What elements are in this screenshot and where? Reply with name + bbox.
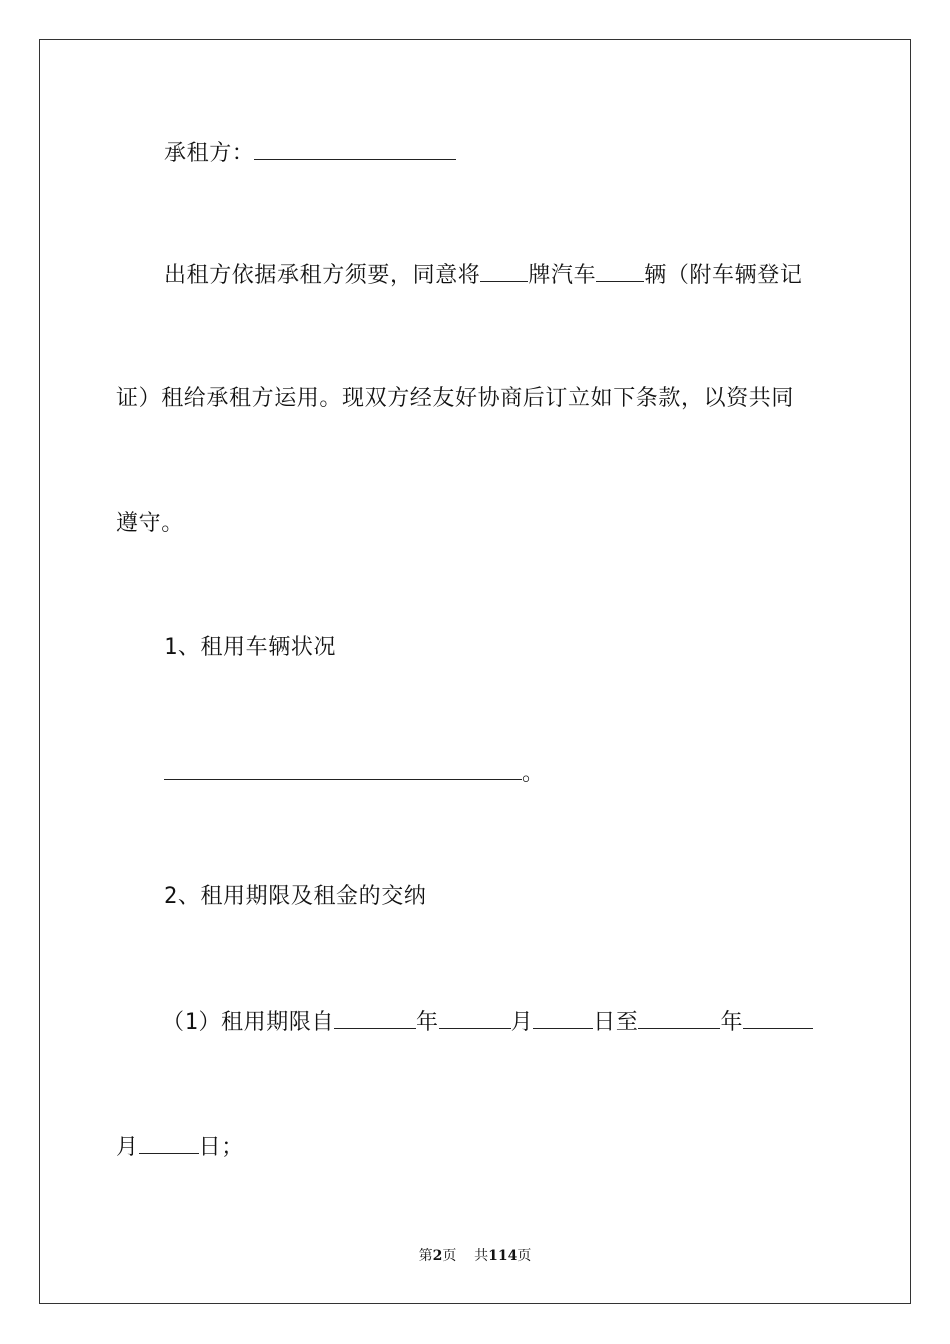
para1-text-b: 牌汽车 bbox=[528, 263, 597, 288]
start-day-blank[interactable] bbox=[533, 1008, 593, 1029]
para1-line1 bbox=[164, 261, 802, 290]
unit-year2: 年 bbox=[720, 1010, 744, 1035]
item1-line2-month: 月 bbox=[116, 1135, 139, 1160]
plate-blank[interactable] bbox=[480, 261, 528, 282]
section1-title-text: 1、租用车辆状况 bbox=[164, 635, 337, 660]
unit-year: 年 bbox=[416, 1010, 439, 1035]
lessee-label: 承租方： bbox=[164, 141, 255, 166]
para1-line2 bbox=[116, 385, 794, 413]
footer-total-pages: 114 bbox=[488, 1248, 518, 1264]
section1-blank-line bbox=[164, 759, 545, 788]
para1-line2-text: 证）租给承租方运用。现双方经友好协商后订立如下条款，以资共同 bbox=[116, 386, 795, 411]
end-day-blank[interactable] bbox=[139, 1133, 199, 1154]
section1-end: 。 bbox=[522, 761, 545, 786]
vehicle-status-blank[interactable] bbox=[164, 759, 522, 780]
item1-line1 bbox=[162, 1008, 813, 1037]
end-year-blank[interactable] bbox=[638, 1008, 720, 1029]
para1-text-c: 辆（附车辆登记 bbox=[644, 263, 803, 288]
start-month-blank[interactable] bbox=[439, 1008, 511, 1029]
item1-line2 bbox=[116, 1133, 244, 1162]
footer-page-number: 2 bbox=[432, 1248, 443, 1264]
para1-text-a: 出租方依据承租方须要，同意将 bbox=[164, 263, 481, 288]
section1-title bbox=[164, 634, 336, 662]
page-border bbox=[39, 39, 911, 1304]
lessee-line bbox=[164, 139, 456, 168]
footer-prefix: 第 bbox=[418, 1248, 433, 1264]
end-month-blank-start[interactable] bbox=[743, 1008, 813, 1029]
item1-line2-end: 日； bbox=[198, 1135, 244, 1160]
vehicle-count-blank[interactable] bbox=[596, 261, 644, 282]
unit-month: 月 bbox=[510, 1010, 534, 1035]
footer-total-prefix: 共 bbox=[474, 1248, 489, 1264]
page-footer bbox=[0, 1246, 950, 1266]
section2-title-text: 2、租用期限及租金的交纳 bbox=[164, 884, 427, 909]
footer-page-suffix: 页 bbox=[442, 1248, 457, 1264]
para1-line3 bbox=[116, 510, 184, 538]
item1-prefix: （1）租用期限自 bbox=[162, 1010, 335, 1035]
lessee-blank[interactable] bbox=[254, 139, 456, 160]
footer-total-suffix: 页 bbox=[517, 1248, 532, 1264]
para1-line3-text: 遵守。 bbox=[116, 511, 184, 536]
start-year-blank[interactable] bbox=[334, 1008, 416, 1029]
section2-title bbox=[164, 883, 426, 911]
unit-day-to: 日至 bbox=[593, 1010, 639, 1035]
